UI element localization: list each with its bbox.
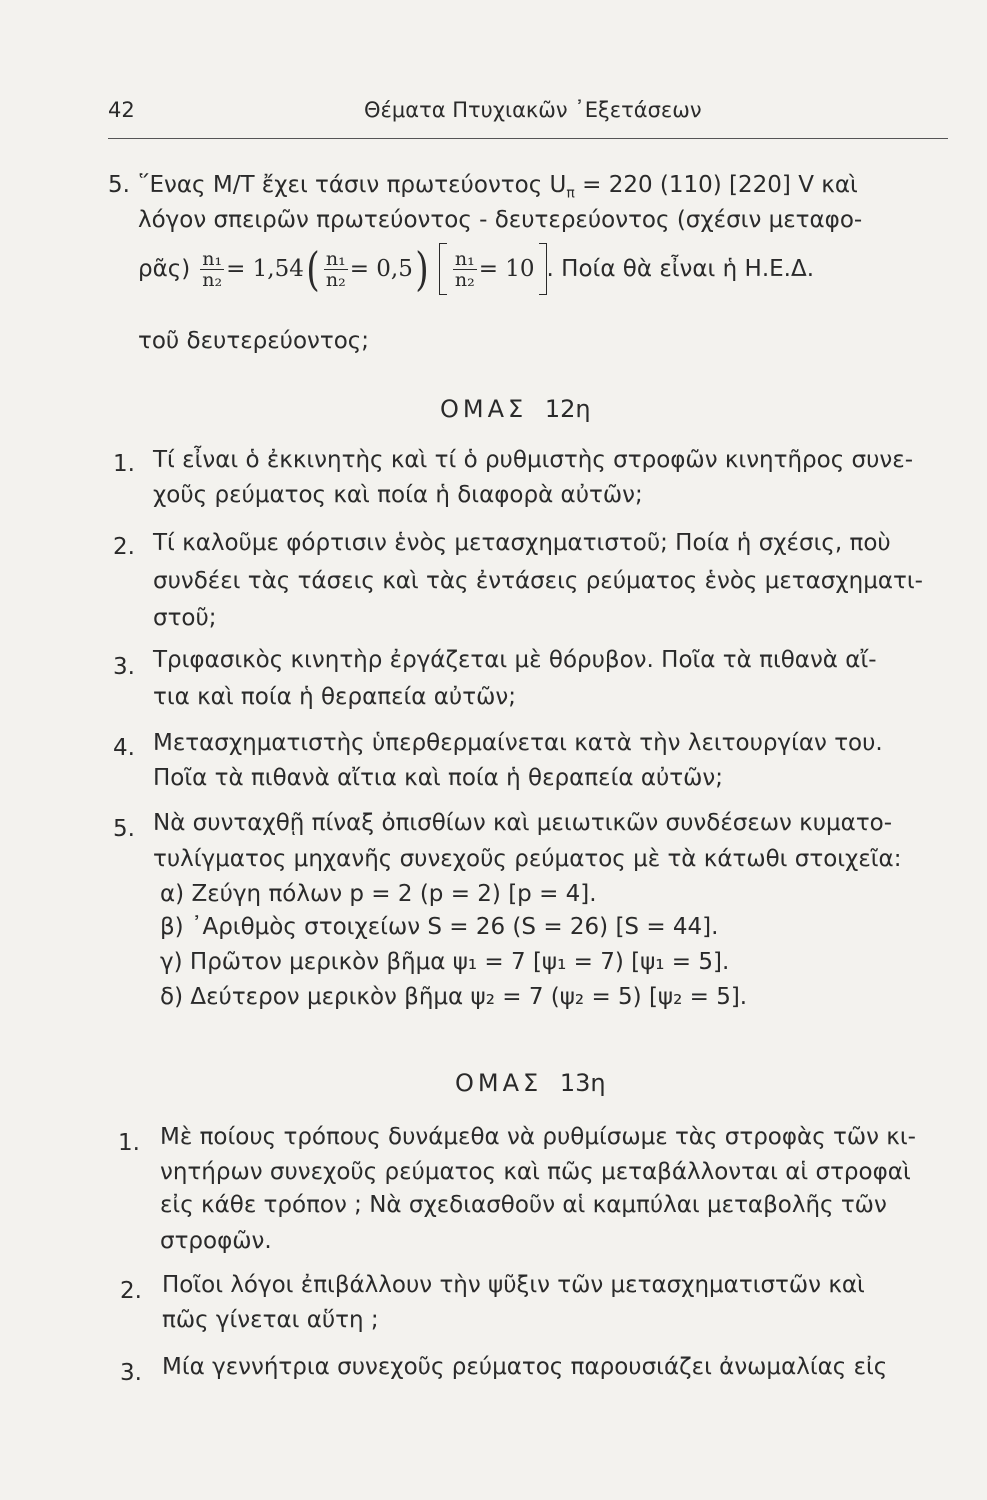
g13-item-1-number: 1. <box>118 1130 140 1156</box>
fraction-numerator: n₁ <box>202 247 223 270</box>
q5-number: 5. <box>108 172 130 198</box>
q5-formula-suffix: . Ποία θὰ εἶναι ἡ Η.Ε.Δ. <box>546 256 815 282</box>
g12-item-1-line-1: Τί εἶναι ὁ ἐκκινητὴς καὶ τί ὁ ρυθμιστὴς στροφῶν κινητῆρος συνε- <box>153 447 913 473</box>
g13-item-3-line-1: Μία γεννήτρια συνεχοῦς ρεύματος παρουσιάζει ἀνωμαλίας εἰς <box>162 1354 888 1380</box>
g13-item-1-line-4: στροφῶν. <box>160 1228 272 1254</box>
g12-item-5-sub-c: γ) Πρῶτον μερικὸν βῆμα ψ₁ = 7 [ψ₁ = 7) [ψ₁ = 5]. <box>160 949 730 975</box>
fraction-denominator: n₂ <box>325 268 346 291</box>
close-paren: ) <box>415 242 429 296</box>
q5-line-1 <box>138 170 948 209</box>
ratio-fraction-2 <box>324 249 348 290</box>
g12-item-2-line-1: Τί καλοῦμε φόρτισιν ἑνὸς μετασχηματιστοῦ; Ποία ἡ σχέσις, ποὺ <box>153 530 891 556</box>
q5-line-1-sub: π <box>566 185 575 202</box>
ratio-value-2: = 0,5 <box>349 256 413 282</box>
ratio-fraction-1 <box>200 249 224 290</box>
g12-item-5-line-1: Νὰ συνταχθῇ πίναξ ὀπισθίων καὶ μειωτικῶν συνδέσεων κυματο- <box>153 810 893 836</box>
fraction-denominator: n₂ <box>202 268 223 291</box>
q5-line-1-text: ῞Ενας Μ/Τ ἔχει τάσιν πρωτεύοντος U <box>138 172 567 198</box>
g13-item-2-line-2: πῶς γίνεται αὕτη ; <box>162 1307 379 1333</box>
q5-formula-prefix: ρᾶς) <box>138 256 191 282</box>
g12-item-5-sub-d: δ) Δεύτερον μερικὸν βῆμα ψ₂ = 7 (ψ₂ = 5) [ψ₂ = 5]. <box>160 984 748 1010</box>
g12-item-3-line-1: Τριφασικὸς κινητὴρ ἐργάζεται μὲ θόρυβον. Ποῖα τὰ πιθανὰ αἴ- <box>153 647 877 673</box>
open-bracket <box>439 243 447 295</box>
g12-item-4-number: 4. <box>113 735 135 761</box>
g12-item-3-line-2: τια καὶ ποία ἡ θεραπεία αὐτῶν; <box>153 684 516 710</box>
fraction-numerator: n₁ <box>454 247 475 270</box>
q5-formula-line <box>138 238 814 300</box>
g12-item-2-line-2: συνδέει τὰς τάσεις καὶ τὰς ἐντάσεις ρεύματος ἑνὸς μετασχηματι- <box>153 568 923 594</box>
q5-line-1-rest: = 220 (110) [220] V καὶ <box>574 172 858 198</box>
ratio-value-3: = 10 <box>478 256 535 282</box>
fraction-numerator: n₁ <box>325 247 346 270</box>
g12-item-1-number: 1. <box>113 451 135 477</box>
group-12-heading <box>440 394 591 424</box>
g12-item-2-line-3: στοῦ; <box>153 605 217 631</box>
q5-line-4: τοῦ δευτερεύοντος; <box>138 328 370 354</box>
running-title: Θέματα Πτυχιακῶν ᾿Εξετάσεων <box>364 98 702 122</box>
g12-item-4-line-2: Ποῖα τὰ πιθανὰ αἴτια καὶ ποία ἡ θεραπεία αὐτῶν; <box>153 765 724 791</box>
g13-item-1-line-1: Μὲ ποίους τρόπους δυνάμεθα νὰ ρυθμίσωμε τὰς στροφὰς τῶν κι- <box>160 1124 916 1150</box>
g13-item-2-line-1: Ποῖοι λόγοι ἐπιβάλλουν τὴν ψῦξιν τῶν μετασχηματιστῶν καὶ <box>162 1272 865 1298</box>
g13-item-1-line-3: εἰς κάθε τρόπον ; Νὰ σχεδιασθοῦν αἱ καμπύλαι μεταβολῆς τῶν <box>160 1192 887 1218</box>
g13-item-1-line-2: νητήρων συνεχοῦς ρεύματος καὶ πῶς μεταβάλλονται αἱ στροφαὶ <box>160 1159 911 1185</box>
g12-item-2-number: 2. <box>113 534 135 560</box>
ratio-fraction-3 <box>453 249 477 290</box>
g12-item-5-line-2: τυλίγματος μηχανῆς συνεχοῦς ρεύματος μὲ τὰ κάτωθι στοιχεῖα: <box>153 846 902 872</box>
g12-item-5-number: 5. <box>113 816 135 842</box>
g12-item-5-sub-a: α) Ζεύγη πόλων p = 2 (p = 2) [p = 4]. <box>160 881 597 907</box>
group-12-heading-number: 12η <box>544 395 591 423</box>
page-header <box>108 98 948 134</box>
header-rule <box>108 138 948 139</box>
fraction-denominator: n₂ <box>454 268 475 291</box>
open-paren: ( <box>306 242 320 296</box>
page-number: 42 <box>108 98 135 122</box>
q5-line-2: λόγον σπειρῶν πρωτεύοντος - δευτερεύοντος (σχέσιν μεταφο- <box>138 207 863 233</box>
g12-item-5-sub-b: β) ᾿Αριθμὸς στοιχείων S = 26 (S = 26) [S = 44]. <box>160 914 719 940</box>
group-13-heading-number: 13η <box>559 1069 606 1097</box>
close-bracket <box>539 243 547 295</box>
group-13-heading <box>455 1068 606 1098</box>
g12-item-3-number: 3. <box>113 654 135 680</box>
ratio-value-1: = 1,54 <box>226 256 304 282</box>
group-12-heading-letters: ΟΜΑΣ <box>440 395 528 423</box>
g12-item-4-line-1: Μετασχηματιστὴς ὑπερθερμαίνεται κατὰ τὴν λειτουργίαν του. <box>153 730 883 756</box>
group-13-heading-letters: ΟΜΑΣ <box>455 1069 543 1097</box>
g12-item-1-line-2: χοῦς ρεύματος καὶ ποία ἡ διαφορὰ αὐτῶν; <box>153 482 643 508</box>
g13-item-2-number: 2. <box>120 1278 142 1304</box>
g13-item-3-number: 3. <box>120 1360 142 1386</box>
